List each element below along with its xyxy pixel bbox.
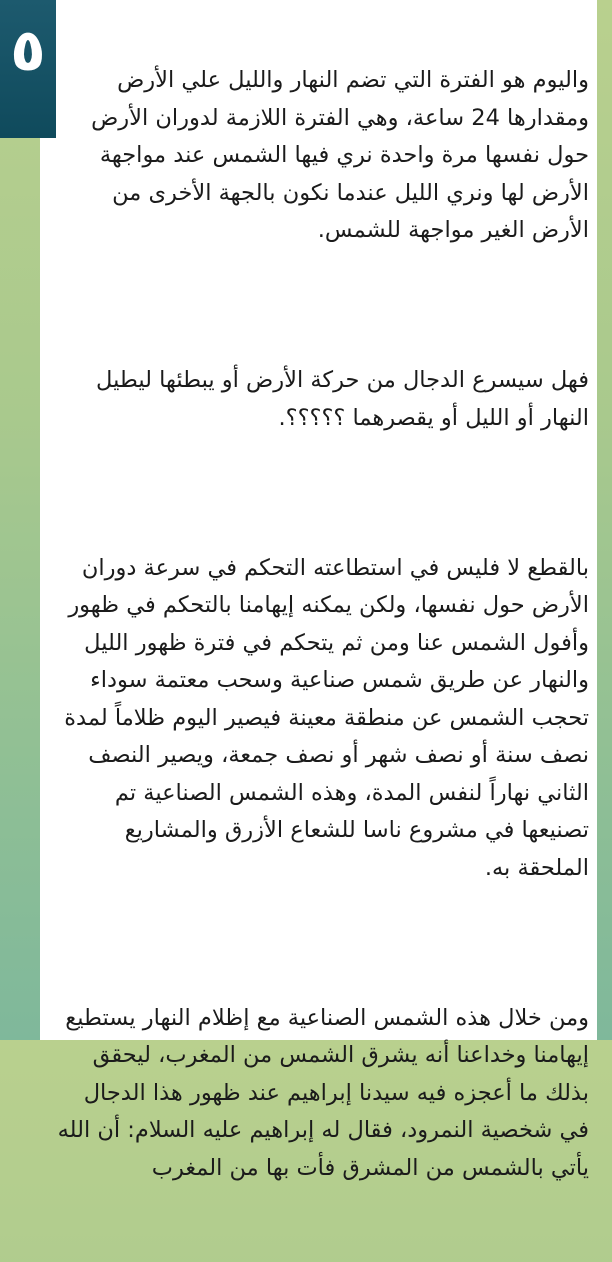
message-paragraph: واليوم هو الفترة التي تضم النهار والليل علي الأرض ومقدارها 24 ساعة، وهي الفترة اللازمة لدوران الأرض حول نفسها مرة واحدة نري فيها الشمس عند مواجهة الأرض لها ونري الليل عندما نكون بالجهة الأخرى من الأرض الغير مواجهة للشمس. — [83, 67, 589, 243]
message-paragraph: بالقطع لا فليس في استطاعته التحكم في سرعة دوران الأرض حول نفسها، ولكن يمكنه إيهامنا بالتحكم في ظهور وأفول الشمس عنا ومن ثم يتحكم في فترة ظهور الليل والنهار عن طريق شمس صناعية وسحب معتمة سوداء تحجب الشمس عن منطقة معينة فيصير اليوم ظلاماً لمدة نصف سنة أو نصف شهر أو نصف جمعة، ويصير النصف الثاني نهاراً لنفس المدة، وهذه الشمس الصناعية تم تصنيعها في مشروع ناسا للشعاع الأزرق والمشاريع الملحقة به. — [57, 554, 589, 881]
message-paragraph: ومن خلال هذه الشمس الصناعية مع إظلام النهار يستطيع إيهامنا وخداعنا أنه يشرق الشمس من المغرب، ليحقق بذلك ما أعجزه فيه سيدنا إبراهيم عند ظهور هذا الدجال في شخصية النمرود، فقال له إبراهيم عليه السلام: أن الله يأتي بالشمس من المشرق فأت بها من المغرب — [50, 1004, 589, 1181]
message-paragraph: فهل سيسرع الدجال من حركة الأرض أو يبطئها ليطيل النهار أو الليل أو يقصرهما ؟؟؟؟؟. — [88, 367, 589, 431]
message-text — [49, 0, 589, 1262]
chapter-number-badge — [0, 0, 56, 138]
chapter-number: ٥ — [10, 16, 46, 84]
message-bubble — [40, 0, 597, 1181]
